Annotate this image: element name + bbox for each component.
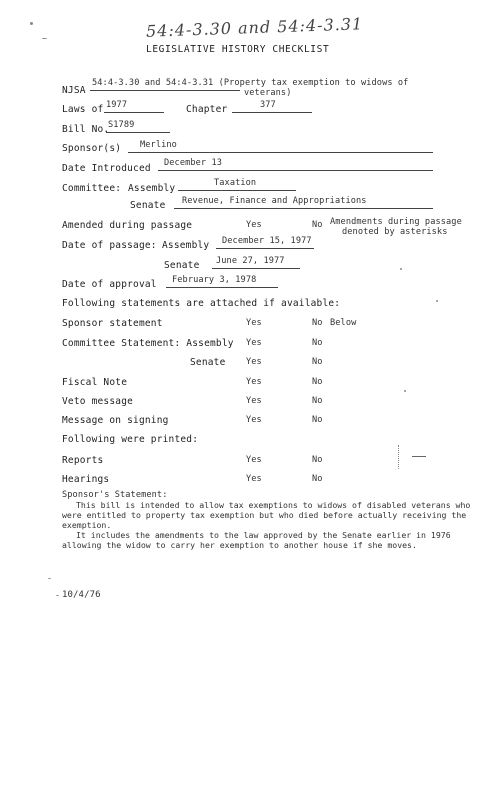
committee-label: Committee: <box>62 183 122 194</box>
veto-message-yes: Yes <box>246 396 262 406</box>
message-on-signing-yes: Yes <box>246 415 262 425</box>
date-introduced-value: December 13 <box>164 158 223 168</box>
scan-speck <box>404 390 406 392</box>
committee-senate-underline <box>174 208 433 209</box>
date-of-approval-label: Date of approval <box>62 279 157 290</box>
passage-senate-label: Senate <box>164 260 200 271</box>
passage-senate-underline <box>212 268 300 269</box>
scan-speck <box>42 38 47 39</box>
bill-no-underline <box>106 132 170 133</box>
sponsors-label: Sponsor(s) <box>62 143 122 154</box>
message-on-signing-label: Message on signing <box>62 415 169 426</box>
fiscal-note-no: No <box>312 377 323 387</box>
statement-paragraph-1: This bill is intended to allow tax exemptions to widows of disabled veterans who were entitled to property tax exemption but who died before actually receiving the exemption. <box>62 500 471 530</box>
sponsor-statement-no: No <box>312 318 323 328</box>
bill-no-value: S1789 <box>108 120 135 130</box>
date-introduced-underline <box>158 170 433 171</box>
passage-assembly-underline <box>216 248 314 249</box>
amended-note-continued: denoted by asterisks <box>342 227 448 237</box>
date-introduced-label: Date Introduced <box>62 163 151 174</box>
laws-of-underline <box>104 112 164 113</box>
committee-statement-assembly-yes: Yes <box>246 338 262 348</box>
message-on-signing-no: No <box>312 415 323 425</box>
scan-speck <box>48 578 51 579</box>
scan-speck <box>436 300 438 302</box>
sponsor-statement-yes: Yes <box>246 318 262 328</box>
laws-of-value: 1977 <box>106 100 128 110</box>
laws-of-label: Laws of <box>62 104 104 115</box>
committee-senate-value: Revenue, Finance and Appropriations <box>182 196 367 206</box>
chapter-label: Chapter <box>186 104 228 115</box>
committee-statement-assembly-label: Committee Statement: Assembly <box>62 338 234 349</box>
veto-message-label: Veto message <box>62 396 134 407</box>
margin-mark <box>398 445 413 469</box>
sponsor-statement-note: Below <box>330 318 357 328</box>
scan-speck <box>30 22 33 25</box>
sponsors-underline <box>128 152 433 153</box>
njsa-underline <box>90 90 240 91</box>
committee-statement-senate-yes: Yes <box>246 357 262 367</box>
amended-no: No <box>312 220 323 230</box>
hearings-label: Hearings <box>62 474 110 485</box>
handwritten-statute-reference: 54:4-3.30 and 54:4-3.31 <box>145 14 364 41</box>
date-of-approval-value: February 3, 1978 <box>172 275 257 285</box>
chapter-value: 377 <box>260 100 276 110</box>
committee-assembly-label: Assembly <box>128 183 176 194</box>
passage-assembly-label: Assembly <box>162 240 210 251</box>
committee-senate-label: Senate <box>130 200 166 211</box>
fiscal-note-yes: Yes <box>246 377 262 387</box>
njsa-label: NJSA <box>62 85 86 96</box>
committee-assembly-value: Taxation <box>214 178 257 188</box>
margin-dash <box>412 456 426 457</box>
committee-statement-assembly-no: No <box>312 338 323 348</box>
statement-paragraph-2: It includes the amendments to the law approved by the Senate earlier in 1976 allowing the widow to carry her exemption to another house if she moves. <box>62 530 451 550</box>
passage-assembly-value: December 15, 1977 <box>222 236 312 246</box>
chapter-underline <box>232 112 312 113</box>
scan-speck <box>400 268 402 270</box>
veto-message-no: No <box>312 396 323 406</box>
committee-statement-senate-no: No <box>312 357 323 367</box>
page-title: LEGISLATIVE HISTORY CHECKLIST <box>146 44 330 55</box>
sponsor-statement-label: Sponsor statement <box>62 318 163 329</box>
committee-statement-senate-label: Senate <box>190 357 226 368</box>
passage-senate-value: June 27, 1977 <box>216 256 285 266</box>
amended-note: Amendments during passage <box>330 217 462 227</box>
amended-yes: Yes <box>246 220 262 230</box>
hearings-yes: Yes <box>246 474 262 484</box>
njsa-value-continued: veterans) <box>244 88 292 98</box>
committee-assembly-underline <box>178 190 296 191</box>
printed-heading: Following were printed: <box>62 434 199 445</box>
statement-heading: Sponsor's Statement: <box>62 490 168 500</box>
date-of-passage-label: Date of passage: <box>62 240 157 251</box>
reports-no: No <box>312 455 323 465</box>
date-of-approval-underline <box>166 287 278 288</box>
footer-date: 10/4/76 <box>62 590 101 600</box>
njsa-value: 54:4-3.30 and 54:4-3.31 (Property tax exemption to widows of <box>92 78 409 88</box>
hearings-no: No <box>312 474 323 484</box>
scan-speck <box>56 595 59 596</box>
amended-label: Amended during passage <box>62 220 193 231</box>
reports-yes: Yes <box>246 455 262 465</box>
reports-label: Reports <box>62 455 104 466</box>
fiscal-note-label: Fiscal Note <box>62 377 128 388</box>
sponsors-value: Merlino <box>140 140 177 150</box>
attached-statements-heading: Following statements are attached if available: <box>62 298 341 309</box>
bill-no-label: Bill No. <box>62 124 110 135</box>
